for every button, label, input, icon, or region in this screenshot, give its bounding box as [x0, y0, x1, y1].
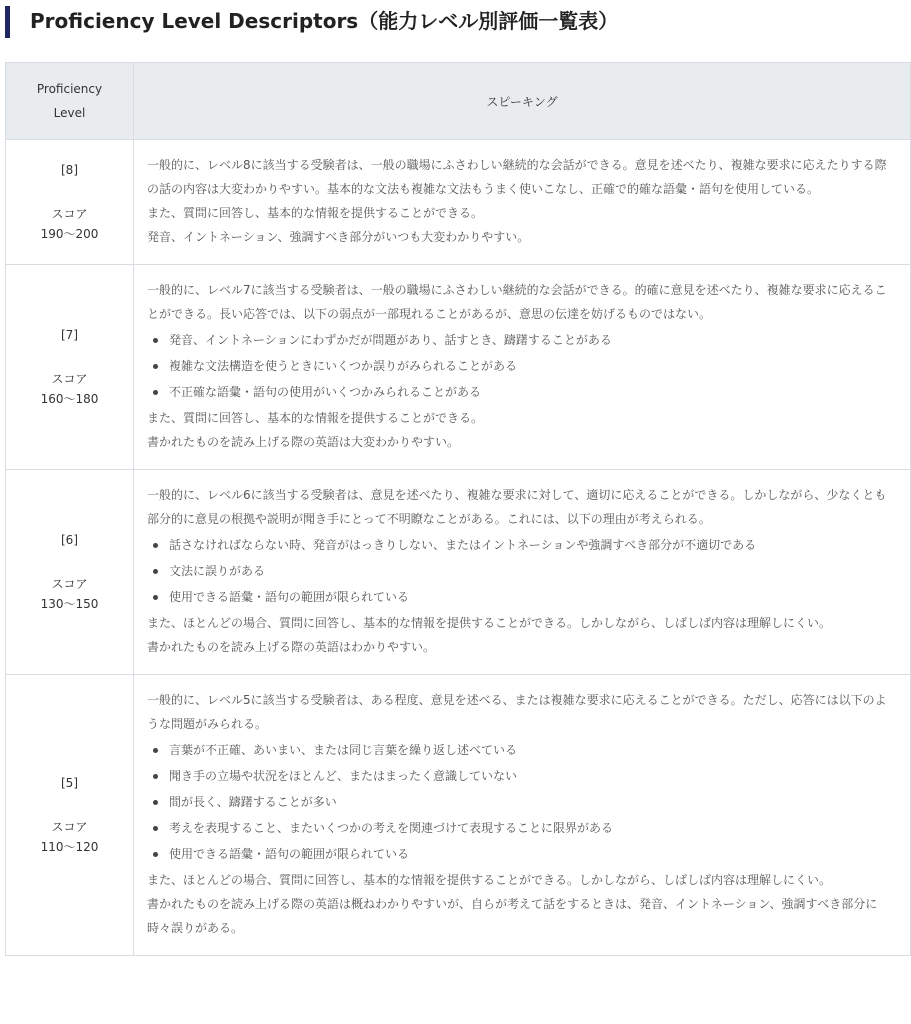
score-range: 190〜200 — [40, 227, 99, 241]
list-item: 考えを表現すること、またいくつかの考えを関連づけて表現することに限界がある — [169, 816, 898, 840]
descriptor-note: また、ほとんどの場合、質問に回答し、基本的な情報を提供することができる。しかしながら、しばしば内容は理解しにくい。 — [147, 616, 832, 630]
descriptor-note: 書かれたものを読み上げる際の英語はわかりやすい。 — [147, 640, 436, 654]
list-item: 文法に誤りがある — [169, 559, 898, 583]
header-level — [6, 63, 134, 140]
page-heading — [0, 0, 911, 40]
descriptor-cell — [134, 265, 911, 470]
score-label: スコア — [51, 820, 88, 834]
level-number: [8] — [61, 163, 78, 177]
score-label: スコア — [51, 372, 88, 386]
page-title: Proficiency Level Descriptors（能力レベル別評価一覧表） — [30, 9, 619, 33]
descriptor-note: また、質問に回答し、基本的な情報を提供することができる。 — [147, 411, 484, 425]
level-cell — [6, 265, 134, 470]
level-number: [6] — [61, 533, 78, 547]
level-cell — [6, 675, 134, 956]
level-cell — [6, 470, 134, 675]
proficiency-table — [5, 62, 911, 956]
score-label: スコア — [51, 577, 88, 591]
weakness-list — [147, 328, 898, 404]
table-header-row — [6, 63, 911, 140]
descriptor-intro: 一般的に、レベル5に該当する受験者は、ある程度、意見を述べる、または複雑な要求に応えることができる。ただし、応答には以下のような問題がみられる。 — [147, 693, 887, 731]
list-item: 話さなければならない時、発音がはっきりしない、またはイントネーションや強調すべき部分が不適切である — [169, 533, 898, 557]
score-range: 160〜180 — [40, 392, 99, 406]
table-row — [6, 675, 911, 956]
descriptor-intro: 一般的に、レベル7に該当する受験者は、一般の職場にふさわしい継続的な会話ができる。的確に意見を述べたり、複雑な要求に応えることができる。長い応答では、以下の弱点が一部現れることがあるが、意思の伝達を妨げるものではない。 — [147, 283, 887, 321]
list-item: 発音、イントネーションにわずかだが問題があり、話すとき、躊躇することがある — [169, 328, 898, 352]
table-row — [6, 140, 911, 265]
descriptor-cell — [134, 470, 911, 675]
descriptor-note: また、ほとんどの場合、質問に回答し、基本的な情報を提供することができる。しかしながら、しばしば内容は理解しにくい。 — [147, 873, 832, 887]
score-range: 110〜120 — [40, 840, 99, 854]
list-item: 不正確な語彙・語句の使用がいくつかみられることがある — [169, 380, 898, 404]
descriptor-note: また、質問に回答し、基本的な情報を提供することができる。 — [147, 206, 484, 220]
heading-accent-bar — [5, 6, 10, 38]
list-item: 使用できる語彙・語句の範囲が限られている — [169, 842, 898, 866]
level-number: [5] — [61, 776, 78, 790]
score-label: スコア — [51, 207, 88, 221]
descriptor-intro: 一般的に、レベル8に該当する受験者は、一般の職場にふさわしい継続的な会話ができる。意見を述べたり、複雑な要求に応えたりする際の話の内容は大変わかりやすい。基本的な文法も複雑な文法もうまく使いこなし、正確で的確な語彙・語句を使用している。 — [147, 158, 887, 196]
level-number: [7] — [61, 328, 78, 342]
descriptor-cell — [134, 675, 911, 956]
descriptor-intro: 一般的に、レベル6に該当する受験者は、意見を述べたり、複雑な要求に対して、適切に応えることができる。しかしながら、少なくとも部分的に意見の根拠や説明が聞き手にとって不明瞭なことがある。これには、以下の理由が考えられる。 — [147, 488, 887, 526]
header-level-line1: Proficiency — [36, 82, 103, 96]
table-row — [6, 470, 911, 675]
weakness-list — [147, 533, 898, 609]
table-row — [6, 265, 911, 470]
descriptor-note: 書かれたものを読み上げる際の英語は概ねわかりやすいが、自らが考えて話をするときは、発音、イントネーション、強調すべき部分に時々誤りがある。 — [147, 897, 878, 935]
weakness-list — [147, 738, 898, 866]
list-item: 言葉が不正確、あいまい、または同じ言葉を繰り返し述べている — [169, 738, 898, 762]
score-range: 130〜150 — [40, 597, 99, 611]
header-speaking: スピーキング — [134, 63, 911, 140]
list-item: 聞き手の立場や状況をほとんど、またはまったく意識していない — [169, 764, 898, 788]
list-item: 使用できる語彙・語句の範囲が限られている — [169, 585, 898, 609]
descriptor-note: 書かれたものを読み上げる際の英語は大変わかりやすい。 — [147, 435, 460, 449]
list-item: 複雑な文法構造を使うときにいくつか誤りがみられることがある — [169, 354, 898, 378]
list-item: 間が長く、躊躇することが多い — [169, 790, 898, 814]
descriptor-cell — [134, 140, 911, 265]
descriptor-note: 発音、イントネーション、強調すべき部分がいつも大変わかりやすい。 — [147, 230, 530, 244]
header-level-line2: Level — [53, 106, 86, 120]
level-cell — [6, 140, 134, 265]
